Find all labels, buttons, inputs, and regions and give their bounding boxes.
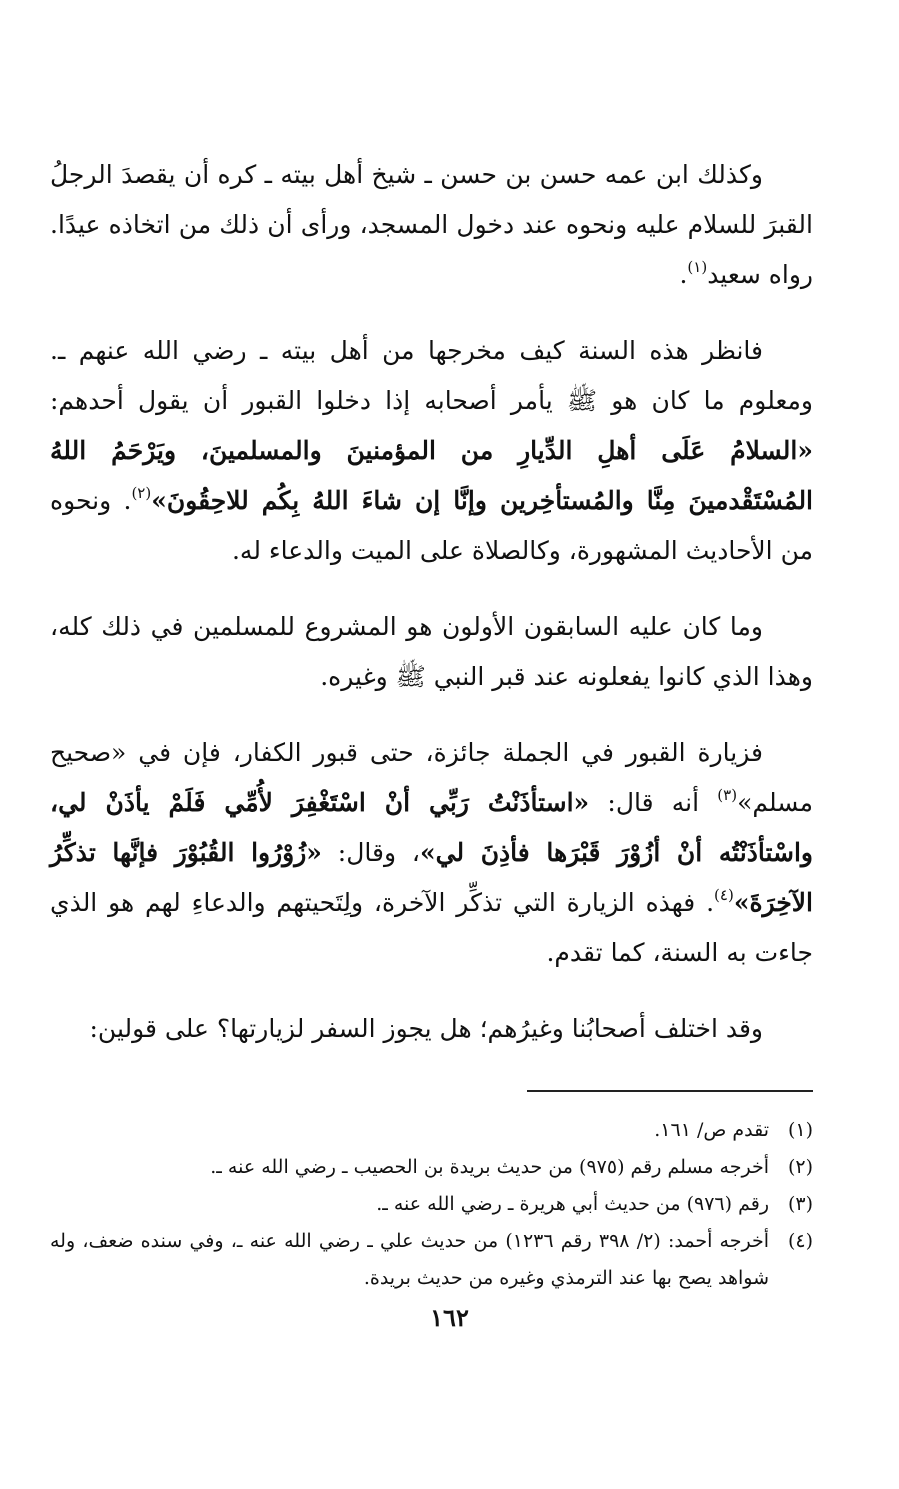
paragraph-3 <box>50 602 813 702</box>
paragraph-4-text-d: . فهذه الزيارة التي تذكِّر الآخرة، ولِتَحيتهم والدعاءِ لهم هو الذي جاءت به السنة، كما تقدم. <box>50 888 813 967</box>
footnotes <box>50 1112 813 1297</box>
footnote-number: (٤) <box>787 1230 813 1252</box>
hadith-quote-greeting: «السلامُ عَلَى أهلِ الدِّيارِ من المؤمنينَ والمسلمينَ، ويَرْحَمُ اللهُ المُسْتَقْدمينَ مِنَّا والمُستأخِرين وإنَّا إن شاءَ اللهُ بِكُم للاحِقُونَ» <box>50 436 814 515</box>
footnote-ref-1[interactable]: (١) <box>687 258 708 276</box>
paragraph-2 <box>50 326 813 576</box>
footnote-ref-4[interactable]: (٤) <box>714 886 734 904</box>
paragraph-5 <box>50 1004 813 1054</box>
hadith-quote-visit-graves: «زُوْرُوا القُبُوْرَ فإنَّها تذكِّرُ الآخِرَةَ» <box>50 838 813 917</box>
paragraph-4 <box>50 728 813 978</box>
footnote-2 <box>50 1149 813 1186</box>
footnote-text: رقم (٩٧٦) من حديث أبي هريرة ـ رضي الله عنه ـ. <box>376 1193 769 1215</box>
paragraph-2-text-a: فانظر هذه السنة كيف مخرجها من أهل بيته ـ رضي الله عنهم ـ. ومعلوم ما كان هو ﷺ يأمر أصحابه إذا دخلوا القبور أن يقول أحدهم: <box>50 336 813 415</box>
footnote-text: أخرجه مسلم رقم (٩٧٥) من حديث بريدة بن الحصيب ـ رضي الله عنه ـ. <box>210 1156 769 1178</box>
paragraph-2-text-b: . ونحوه من الأحاديث المشهورة، وكالصلاة على الميت والدعاء له. <box>50 486 813 565</box>
footnote-divider <box>527 1090 813 1092</box>
page-number: ١٦٢ <box>430 1303 469 1332</box>
footnote-ref-3[interactable]: (٣) <box>717 786 738 804</box>
paragraph-5-text: وقد اختلف أصحابُنا وغيرُهم؛ هل يجوز السفر لزيارتها؟ على قولين: <box>89 1014 763 1043</box>
paragraph-1-end: . <box>679 260 688 289</box>
footnote-number: (٢) <box>787 1156 813 1178</box>
footnote-number: (١) <box>787 1119 813 1141</box>
footnote-3 <box>50 1186 813 1223</box>
footnote-4 <box>50 1223 813 1297</box>
footnote-number: (٣) <box>787 1193 813 1215</box>
paragraph-4-text-b: أنه قال: <box>589 788 718 817</box>
paragraph-3-text: وما كان عليه السابقون الأولون هو المشروع للمسلمين في ذلك كله، وهذا الذي كانوا يفعلونه عند قبر النبي ﷺ وغيره. <box>50 612 813 691</box>
footnote-text: أخرجه أحمد: (٢/ ٣٩٨ رقم ١٢٣٦) من حديث علي ـ رضي الله عنه ـ، وفي سنده ضعف، وله شواهد يصح بها عند الترمذي وغيره من حديث بريدة. <box>50 1230 769 1289</box>
paragraph-4-text-c: ، وقال: <box>321 838 420 867</box>
footnote-1 <box>50 1112 813 1149</box>
hadith-quote-permission: «استأذَنْتُ رَبِّي أنْ اسْتَغْفِرَ لأُمِّي فَلَمْ يأذَنْ لي، واسْتأذَنْتُه أنْ أزُوْرَ قَبْرَها فأذِنَ لي» <box>50 788 813 867</box>
paragraph-4-text-a: فزيارة القبور في الجملة جائزة، حتى قبور الكفار، فإن في «صحيح مسلم» <box>50 738 813 817</box>
paragraph-1-text: وكذلك ابن عمه حسن بن حسن ـ شيخ أهل بيته ـ كره أن يقصدَ الرجلُ القبرَ للسلام عليه ونحوه عند دخول المسجد، ورأى أن ذلك من اتخاذه عيدًا. رواه سعيد <box>50 160 813 289</box>
paragraph-1 <box>50 150 813 300</box>
footnote-ref-2[interactable]: (٢) <box>131 484 152 502</box>
footnote-text: تقدم ص/ ١٦١. <box>654 1119 769 1141</box>
